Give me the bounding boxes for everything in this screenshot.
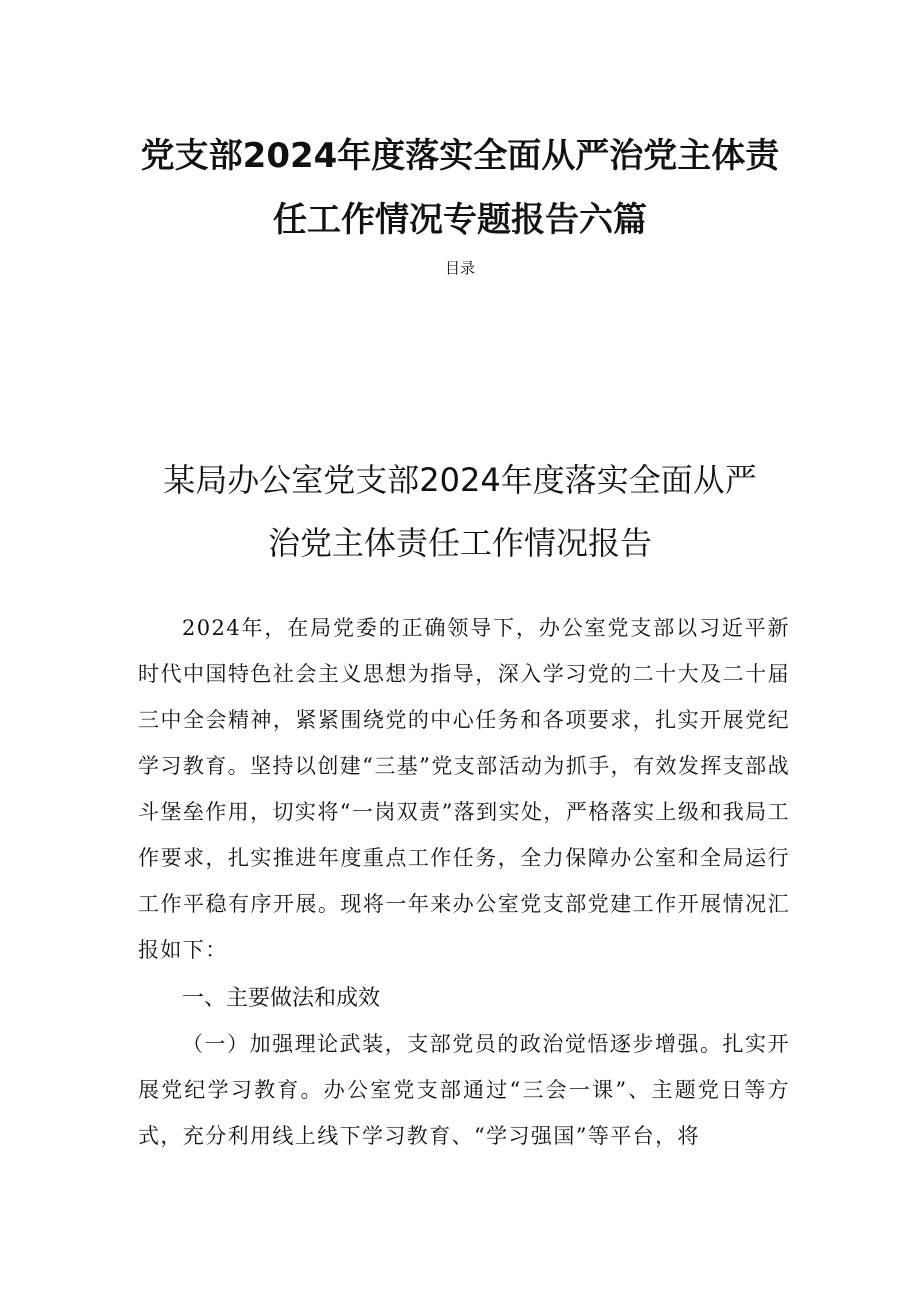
document-title-line-2: 任工作情况专题报告六篇 [273, 200, 647, 240]
section-heading: 一、主要做法和成效 [182, 986, 381, 1011]
intro-paragraph: 2024年，在局党委的正确领导下，办公室党支部以习近平新时代中国特色社会主义思想为指导，深入学习党的二十大及二十届三中全会精神，紧紧围绕党的中心任务和各项要求，扎实开展党纪学习教育。坚持以创建“三基”党支部活动为抓手，有效发挥支部战斗堡垒作用，切实将“一岗双责”落到实处，严格落实上级和我局工作要求，扎实推进年度重点工作任务，全力保障办公室和全局运行工作平稳有序开展。现将一年来办公室党支部党建工作开展情况汇报如下： [138, 616, 790, 962]
report-title-line-1: 某局办公室党支部2024年度落实全面从严 [163, 461, 757, 499]
report-title-line-2: 治党主体责任工作情况报告 [267, 524, 652, 562]
table-of-contents-label: 目录 [444, 259, 475, 277]
subsection-paragraph: （一）加强理论武装，支部党员的政治觉悟逐步增强。扎实开展党纪学习教育。办公室党支部通过“三会一课”、主题党日等方式，充分利用线上线下学习教育、“学习强国”等平台，将 [138, 1032, 790, 1148]
document-title-line-1: 党支部2024年度落实全面从严治党主体责 [140, 136, 780, 176]
